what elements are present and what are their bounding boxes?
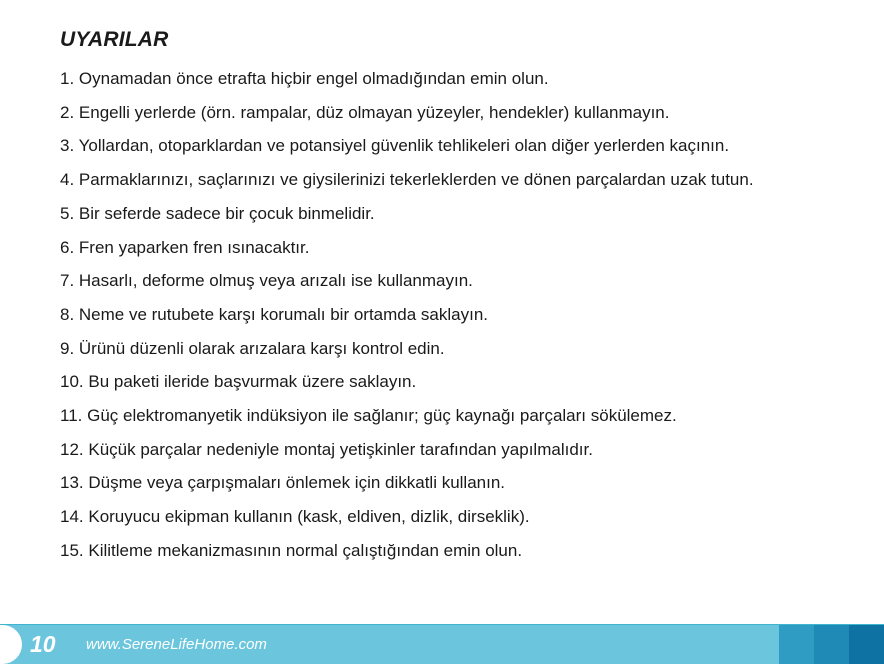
- footer-color-block-2: [814, 625, 849, 664]
- warning-item-6: 6. Fren yaparken fren ısınacaktır.: [60, 237, 310, 257]
- footer-edge-decoration: [0, 625, 22, 664]
- warning-item-2: 2. Engelli yerlerde (örn. rampalar, düz olmayan yüzeyler, hendekler) kullanmayın.: [60, 102, 670, 122]
- warning-item-13: 13. Düşme veya çarpışmaları önlemek için dikkatli kullanın.: [60, 473, 506, 493]
- warnings-list: [60, 62, 880, 568]
- warning-item-7: 7. Hasarlı, deforme olmuş veya arızalı ise kullanmayın.: [60, 271, 473, 291]
- warnings-section: [60, 26, 880, 568]
- warning-item-1: 1. Oynamadan önce etrafta hiçbir engel olmadığından emin olun.: [60, 69, 549, 88]
- warning-item-8: 8. Neme ve rutubete karşı korumalı bir ortamda saklayın.: [60, 304, 489, 324]
- footer-bar: [0, 625, 779, 664]
- page-footer: [0, 624, 884, 664]
- section-heading: UYARILAR: [60, 28, 169, 51]
- footer-color-block-3: [849, 625, 884, 664]
- warning-item-15: 15. Kilitleme mekanizmasının normal çalıştığından emin olun.: [60, 540, 523, 560]
- warning-item-10: 10. Bu paketi ileride başvurmak üzere saklayın.: [60, 372, 417, 392]
- warning-item-9: 9. Ürünü düzenli olarak arızalara karşı kontrol edin.: [60, 338, 445, 358]
- website-link[interactable]: www.SereneLifeHome.com: [86, 636, 267, 653]
- warning-item-11: 11. Güç elektromanyetik indüksiyon ile sağlanır; güç kaynağı parçaları sökülemez.: [60, 406, 677, 426]
- footer-color-block-1: [779, 625, 814, 664]
- warning-item-3: 3. Yollardan, otoparklardan ve potansiyel güvenlik tehlikeleri olan diğer yerlerden kaçının.: [60, 136, 730, 156]
- page-number: 10: [30, 631, 56, 657]
- warning-item-4: 4. Parmaklarınızı, saçlarınızı ve giysilerinizi tekerleklerden ve dönen parçalardan uzak tutun.: [60, 170, 754, 190]
- warning-item-5: 5. Bir seferde sadece bir çocuk binmelidir.: [60, 203, 375, 223]
- warning-item-12: 12. Küçük parçalar nedeniyle montaj yetişkinler tarafından yapılmalıdır.: [60, 439, 593, 459]
- warning-item-14: 14. Koruyucu ekipman kullanın (kask, eldiven, dizlik, dirseklik).: [60, 507, 530, 527]
